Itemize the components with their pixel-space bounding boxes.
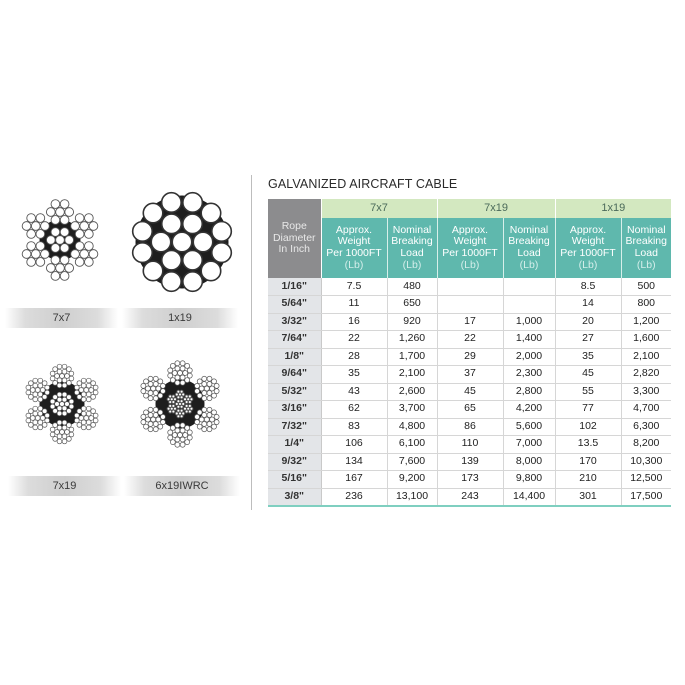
cable-7x19-illustration	[12, 352, 112, 452]
load-cell: 4,800	[387, 418, 437, 436]
load-cell: 2,600	[387, 383, 437, 401]
rope-diameter-cell: 3/32"	[268, 313, 321, 331]
load-cell: 2,800	[503, 383, 555, 401]
weight-cell: 16	[321, 313, 387, 331]
table-row	[268, 296, 671, 314]
weight-cell: 86	[437, 418, 503, 436]
rope-diameter-cell: 5/32"	[268, 383, 321, 401]
table-row	[268, 401, 671, 419]
weight-cell: 243	[437, 488, 503, 506]
load-cell: 920	[387, 313, 437, 331]
cable-label-1x19: 1x19	[122, 308, 238, 328]
load-cell: 3,300	[621, 383, 671, 401]
weight-cell: 83	[321, 418, 387, 436]
group-header-7x19: 7x19	[437, 199, 555, 218]
weight-cell: 110	[437, 436, 503, 454]
load-cell: 480	[387, 278, 437, 296]
load-cell: 10,300	[621, 453, 671, 471]
cable-spec-table	[268, 199, 671, 507]
load-cell	[503, 296, 555, 314]
weight-cell: 55	[555, 383, 621, 401]
load-cell: 3,700	[387, 401, 437, 419]
load-cell: 5,600	[503, 418, 555, 436]
load-cell: 9,800	[503, 471, 555, 489]
load-cell: 1,000	[503, 313, 555, 331]
rope-diameter-cell: 7/64"	[268, 331, 321, 349]
weight-cell: 13.5	[555, 436, 621, 454]
weight-cell: 45	[555, 366, 621, 384]
load-cell: 6,300	[621, 418, 671, 436]
weight-cell: 35	[321, 366, 387, 384]
weight-cell	[437, 278, 503, 296]
table-row	[268, 313, 671, 331]
weight-cell: 170	[555, 453, 621, 471]
table-row	[268, 383, 671, 401]
weight-cell: 17	[437, 313, 503, 331]
cable-1x19-illustration	[130, 190, 234, 294]
weight-cell: 14	[555, 296, 621, 314]
load-cell: 2,100	[387, 366, 437, 384]
table-title: GALVANIZED AIRCRAFT CABLE	[268, 177, 458, 191]
weight-cell: 134	[321, 453, 387, 471]
load-cell: 8,000	[503, 453, 555, 471]
sub-header-weight-1: Approx. Weight Per 1000FT (Lb)	[437, 218, 503, 278]
load-cell: 4,700	[621, 401, 671, 419]
rope-diameter-cell: 7/32"	[268, 418, 321, 436]
table-row	[268, 366, 671, 384]
load-cell: 2,820	[621, 366, 671, 384]
load-cell: 9,200	[387, 471, 437, 489]
cable-7x19-cross-section-icon	[12, 352, 112, 452]
cable-label-7x7: 7x7	[5, 308, 118, 328]
rope-diameter-cell: 9/64"	[268, 366, 321, 384]
weight-cell: 27	[555, 331, 621, 349]
weight-cell: 22	[437, 331, 503, 349]
weight-cell: 62	[321, 401, 387, 419]
rope-diameter-cell: 1/4"	[268, 436, 321, 454]
weight-cell: 11	[321, 296, 387, 314]
table-row	[268, 453, 671, 471]
cable-7x7-illustration	[10, 190, 110, 290]
sub-header-load-2: Nominal Breaking Load (Lb)	[621, 218, 671, 278]
weight-cell: 139	[437, 453, 503, 471]
rope-diameter-cell: 1/16"	[268, 278, 321, 296]
load-cell: 7,600	[387, 453, 437, 471]
vertical-divider	[251, 175, 252, 510]
load-cell: 500	[621, 278, 671, 296]
load-cell: 6,100	[387, 436, 437, 454]
weight-cell: 43	[321, 383, 387, 401]
weight-cell: 37	[437, 366, 503, 384]
table-row	[268, 488, 671, 506]
weight-cell: 28	[321, 348, 387, 366]
load-cell: 1,700	[387, 348, 437, 366]
sub-header-weight-2: Approx. Weight Per 1000FT (Lb)	[555, 218, 621, 278]
rope-diameter-header: Rope Diameter In Inch	[268, 199, 321, 278]
load-cell: 1,200	[621, 313, 671, 331]
weight-cell: 20	[555, 313, 621, 331]
table-row	[268, 331, 671, 349]
weight-cell: 236	[321, 488, 387, 506]
load-cell: 14,400	[503, 488, 555, 506]
rope-diameter-cell: 1/8"	[268, 348, 321, 366]
weight-cell: 65	[437, 401, 503, 419]
rope-diameter-cell: 3/8"	[268, 488, 321, 506]
cable-6x19iwrc-illustration	[128, 352, 232, 456]
weight-cell: 7.5	[321, 278, 387, 296]
load-cell: 1,400	[503, 331, 555, 349]
weight-cell: 167	[321, 471, 387, 489]
weight-cell: 35	[555, 348, 621, 366]
rope-diameter-cell: 5/64"	[268, 296, 321, 314]
table-row	[268, 436, 671, 454]
weight-cell: 77	[555, 401, 621, 419]
load-cell: 1,600	[621, 331, 671, 349]
load-cell	[503, 278, 555, 296]
cable-label-6x19iwrc: 6x19IWRC	[124, 476, 240, 496]
load-cell: 4,200	[503, 401, 555, 419]
load-cell: 2,000	[503, 348, 555, 366]
rope-diameter-cell: 9/32"	[268, 453, 321, 471]
sub-header-load-1: Nominal Breaking Load (Lb)	[503, 218, 555, 278]
cable-1x19-cross-section-icon	[130, 190, 234, 294]
sub-header-weight-0: Approx. Weight Per 1000FT (Lb)	[321, 218, 387, 278]
load-cell: 2,100	[621, 348, 671, 366]
weight-cell: 8.5	[555, 278, 621, 296]
load-cell: 800	[621, 296, 671, 314]
table-row	[268, 418, 671, 436]
weight-cell: 106	[321, 436, 387, 454]
weight-cell: 210	[555, 471, 621, 489]
cable-label-7x19: 7x19	[8, 476, 121, 496]
weight-cell: 173	[437, 471, 503, 489]
weight-cell: 45	[437, 383, 503, 401]
load-cell: 13,100	[387, 488, 437, 506]
load-cell: 1,260	[387, 331, 437, 349]
rope-diameter-cell: 3/16"	[268, 401, 321, 419]
load-cell: 650	[387, 296, 437, 314]
weight-cell: 29	[437, 348, 503, 366]
group-header-7x7: 7x7	[321, 199, 437, 218]
load-cell: 12,500	[621, 471, 671, 489]
weight-cell	[437, 296, 503, 314]
rope-diameter-cell: 5/16"	[268, 471, 321, 489]
group-header-1x19: 1x19	[555, 199, 671, 218]
weight-cell: 301	[555, 488, 621, 506]
load-cell: 7,000	[503, 436, 555, 454]
load-cell: 8,200	[621, 436, 671, 454]
cable-7x7-cross-section-icon	[10, 190, 110, 290]
table-row	[268, 471, 671, 489]
load-cell: 17,500	[621, 488, 671, 506]
weight-cell: 22	[321, 331, 387, 349]
cable-6x19iwrc-cross-section-icon	[128, 352, 232, 456]
table-row	[268, 348, 671, 366]
table-row	[268, 278, 671, 296]
load-cell: 2,300	[503, 366, 555, 384]
weight-cell: 102	[555, 418, 621, 436]
sub-header-load-0: Nominal Breaking Load (Lb)	[387, 218, 437, 278]
